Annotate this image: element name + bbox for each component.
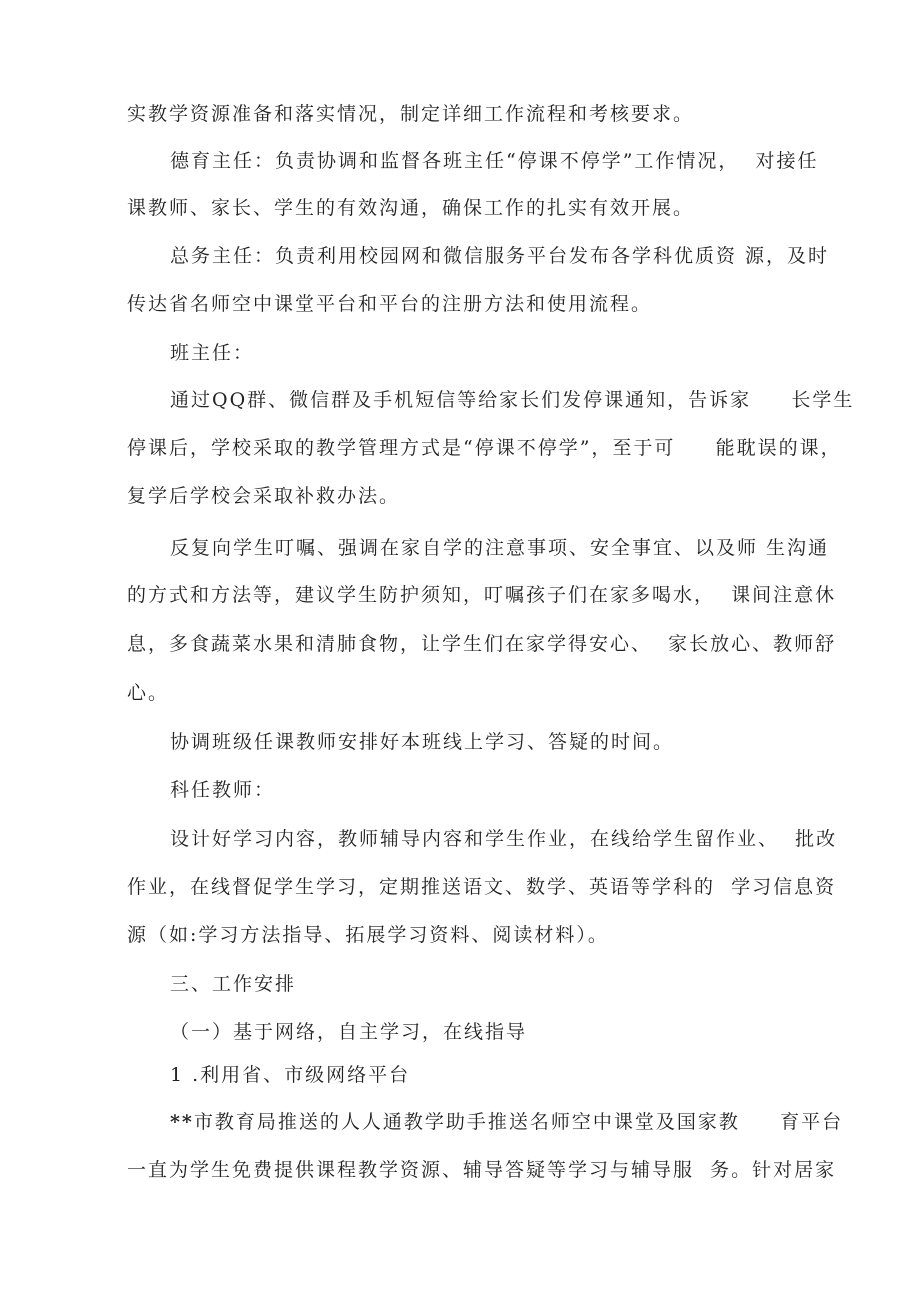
text-line-9: 复学后学校会采取补救办法。 bbox=[127, 485, 401, 507]
text-line-2: 德育主任：负责协调和监督各班主任“停课不停学”工作情况， 对接任 bbox=[170, 150, 819, 172]
text-line-3: 课教师、家长、学生的有效沟通，确保工作的扎实有效开展。 bbox=[127, 197, 695, 219]
text-line-22-body: 市教育局推送的人人通教学助手推送名师空中课堂及国家教 育平台 bbox=[193, 1111, 844, 1133]
text-line-23: 一直为学生免费提供课程教学资源、辅导答疑等学习与辅导服 务。针对居家 bbox=[127, 1159, 837, 1181]
text-line-14: 协调班级任课教师安排好本班线上学习、答疑的时间。 bbox=[170, 731, 675, 753]
text-line-11: 的方式和方法等，建议学生防护须知，叮嘱孩子们在家多喝水， 课间注意休 bbox=[127, 584, 837, 606]
section-heading: 三、工作安排 bbox=[170, 973, 297, 995]
text-line-13: 心。 bbox=[127, 682, 170, 704]
asterisk-marker: ** bbox=[170, 1111, 194, 1133]
text-line-5: 传达省名师空中课堂平台和平台的注册方法和使用流程。 bbox=[127, 293, 653, 315]
text-line-4: 总务主任：负责利用校园网和微信服务平台发布各学科优质资 源，及时 bbox=[170, 245, 830, 267]
text-line-15: 科任教师： bbox=[170, 779, 276, 801]
text-line-6: 班主任： bbox=[170, 342, 255, 364]
text-line-1: 实教学资源准备和落实情况，制定详细工作流程和考核要求。 bbox=[127, 103, 695, 125]
text-line-22 bbox=[170, 1109, 844, 1135]
text-line-8: 停课后，学校采取的教学管理方式是“停课不停学”，至于可 能耽误的课， bbox=[127, 437, 842, 459]
text-line-18: 源（如:学习方法指导、拓展学习资料、阅读材料）。 bbox=[127, 924, 609, 946]
text-line-10: 反复向学生叮嘱、强调在家自学的注意事项、安全事宜、以及师 生沟通 bbox=[170, 537, 830, 559]
text-line-17: 作业，在线督促学生学习，定期推送语文、数学、英语等学科的 学习信息资 bbox=[127, 876, 837, 898]
text-line-12: 息，多食蔬菜水果和清肺食物，让学生们在家学得安心、 家长放心、教师舒 bbox=[127, 633, 837, 655]
subsection-heading: （一）基于网络，自主学习，在线指导 bbox=[170, 1021, 528, 1043]
text-line-7: 通过QQ群、微信群及手机短信等给家长们发停课通知，告诉家 长学生 bbox=[170, 389, 855, 411]
numbered-heading: 1 .利用省、市级网络平台 bbox=[170, 1064, 411, 1086]
text-line-16: 设计好学习内容，教师辅导内容和学生作业，在线给学生留作业、 批改 bbox=[170, 828, 838, 850]
